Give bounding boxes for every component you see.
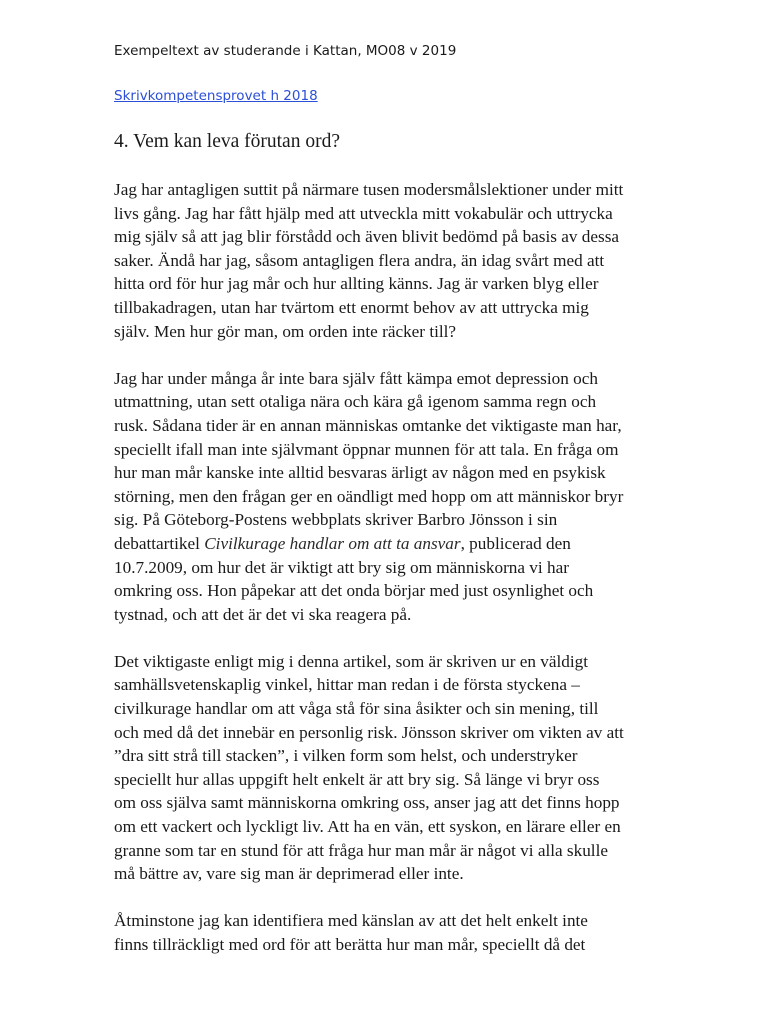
paragraph-line: tystnad, och att det är det vi ska reagera på. — [114, 604, 412, 624]
paragraph-line: Jag har antagligen suttit på närmare tusen modersmålslektioner under mitt — [114, 180, 624, 199]
paragraph-line: och med då det innebär en personlig risk. Jönsson skriver om vikten av att — [114, 722, 624, 742]
skrivkompetensprovet-link[interactable]: Skrivkompetensprovet h 2018 — [114, 88, 318, 104]
paragraph-line: utmattning, utan sett otaliga nära och kära gå igenom samma regn och — [114, 392, 597, 412]
paragraph-line: speciellt ifall man inte självmant öppnar munnen för att tala. En fråga om — [114, 439, 619, 459]
paragraph-line: om ett vackert och lyckligt liv. Att ha en vän, ett syskon, en lärare eller en — [114, 817, 621, 837]
paragraph-line: saker. Ändå har jag, såsom antagligen flera andra, än idag svårt med att — [114, 250, 605, 270]
paragraph-line: hur man mår kanske inte alltid besvaras ärligt av någon med en psykisk — [114, 463, 606, 483]
paragraph-line: tillbakadragen, utan har tvärtom ett enormt behov av att uttrycka mig — [114, 297, 589, 317]
essay-heading: 4. Vem kan leva förutan ord? — [114, 131, 340, 152]
paragraph-line: må bättre av, vare sig man är deprimerad eller inte. — [114, 864, 464, 884]
line-text-end: , publicerad den — [460, 533, 571, 553]
paragraph-line: omkring oss. Hon påpekar att det onda börjar med just osynlighet och — [114, 581, 594, 601]
paragraph-line: granne som tar en stund för att fråga hur man mår är något vi alla skulle — [114, 840, 608, 860]
paragraph-line: 10.7.2009, om hur det är viktigt att bry sig om människorna vi har — [114, 557, 569, 577]
paragraph-4 — [114, 909, 768, 956]
paragraph-3 — [114, 650, 768, 886]
document-header-line: Exempeltext av studerande i Kattan, MO08 v 2019 — [114, 43, 457, 59]
paragraph-1 — [114, 178, 768, 343]
paragraph-line: Det viktigaste enligt mig i denna artikel, som är skriven ur en väldigt — [114, 651, 588, 671]
paragraph-line: ”dra sitt strå till stacken”, i vilken form som helst, och understryker — [114, 746, 578, 766]
paragraph-line: själv. Men hur gör man, om orden inte räcker till? — [114, 321, 457, 341]
paragraph-line: sig. På Göteborg-Postens webbplats skriver Barbro Jönsson i sin — [114, 510, 558, 530]
paragraph-line: störning, men den frågan ger en oändligt med hopp om att människor bryr — [114, 486, 624, 506]
paragraph-line: finns tillräckligt med ord för att berätta hur man mår, speciellt då det — [114, 935, 586, 954]
paragraph-line: livs gång. Jag har fått hjälp med att utveckla mitt vokabulär och uttrycka — [114, 203, 613, 223]
paragraph-line: rusk. Sådana tider är en annan människas omtanke det viktigaste man har, — [114, 415, 622, 435]
paragraph-line: Jag har under många år inte bara själv fått kämpa emot depression och — [114, 368, 598, 388]
line-text-start: debattartikel — [114, 533, 205, 553]
paragraph-line: samhällsvetenskaplig vinkel, hittar man redan i de första styckena – — [114, 675, 580, 695]
paragraph-line: speciellt hur allas uppgift helt enkelt är att bry sig. Så länge vi bryr oss — [114, 769, 600, 789]
paragraph-line: om oss själva samt människorna omkring oss, anser jag att det finns hopp — [114, 793, 620, 813]
paragraph-line: hitta ord för hur jag mår och hur allting känns. Jag är varken blyg eller — [114, 274, 599, 294]
article-title: Civilkurage handlar om att ta ansvar — [204, 533, 461, 553]
paragraph-2 — [114, 367, 768, 627]
paragraph-line: civilkurage handlar om att våga stå för sina åsikter och sin mening, till — [114, 699, 599, 719]
paragraph-line-with-title — [114, 532, 768, 556]
paragraph-line: mig själv så att jag blir förstådd och även blivit bedömd på basis av dessa — [114, 227, 620, 247]
paragraph-line: Åtminstone jag kan identifiera med känslan av att det helt enkelt inte — [114, 911, 588, 931]
